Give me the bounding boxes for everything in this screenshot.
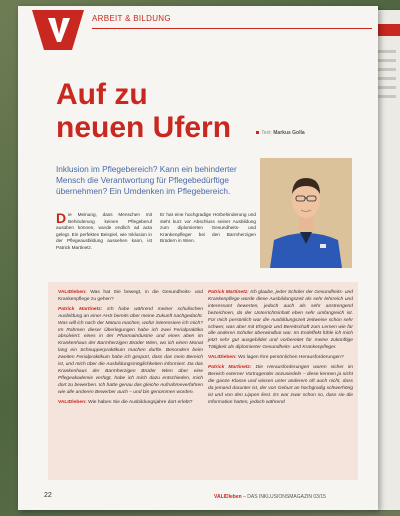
- interview-question: Was hat Sie bewegt, in die Gesundheits- und Krankenpflege zu gehen?: [58, 290, 203, 302]
- interview-answer: Die Herausforderungen waren sicher im Bereich externer Vortragender anzusiedeln – diese kennen ja nicht die ganze Klasse und wissen unter anderem oft auch nicht, dass da jemand darunter ist, der von Geburt an hochgradig schwerhörig ist und von den Lippen liest. Es war zwar schon so, dass sie die Information hatten, jedoch während: [208, 365, 353, 405]
- footer-magazine-title: [214, 494, 326, 500]
- magazine-page: [18, 6, 378, 510]
- byline-author: Markus Golla: [273, 130, 305, 136]
- portrait-photo: [260, 158, 352, 268]
- interview-paragraph: [208, 290, 353, 352]
- interview-column-2: [208, 290, 353, 410]
- byline: [256, 130, 305, 136]
- interviewee-label: Patrick Martinetz:: [58, 306, 103, 312]
- interview-column-1: [58, 290, 203, 410]
- interview-paragraph: [208, 355, 353, 362]
- interview-paragraph: [208, 365, 353, 406]
- drop-cap: D: [56, 210, 67, 226]
- interviewer-label: VALIDleben:: [208, 355, 237, 361]
- section-divider: [92, 28, 372, 29]
- interview-paragraph: [58, 400, 203, 407]
- interviewer-label: VALIDleben:: [58, 290, 87, 295]
- headline-line-2: neuen Ufern: [56, 111, 232, 144]
- interviewee-label: Patrick Martinetz:: [208, 290, 249, 295]
- interview-paragraph: [58, 290, 203, 304]
- intro-column-1: [56, 212, 152, 252]
- article-headline: [56, 78, 276, 144]
- byline-prefix: Text:: [261, 130, 272, 136]
- footer-suffix: – DAS INKLUSIONSMAGAZIN 03/15: [241, 494, 326, 500]
- interview-question: Wo lagen Ihre persönlichen Herausforderungen?: [238, 355, 344, 361]
- interviewee-label: Patrick Martinetz:: [208, 365, 252, 371]
- section-label: ARBEIT & BILDUNG: [92, 14, 171, 23]
- interview-question: Wie haben Sie die Ausbildungsjahre dort erlebt?: [88, 399, 193, 405]
- page-number: 22: [44, 492, 52, 499]
- intro-column-1-text: ie Meinung, dass Menschen mit Behinderung keinen Pflegeberuf ausüben können, wurde endlich ad acta gelegt. Ein perfektes Beispiel, wie Inklusion in der Pflegeausbildung aussehen kann, ist Patrick Martinetz.: [56, 212, 152, 250]
- interview-answer: Ich glaube, jeder Schüler der Gesundheits- und Krankenpflege würde diese Ausbildungszeit als sehr lehrreich und interessant bewerten, jedoch auch als sehr anstrengend bezeichnen, da der Unterrichtsinhalt eben sehr umfangreich ist. Für mich persönlich war die Ausbildungszeit zeitweise schon sehr schwer, was aber mit Ehrgeiz und Bereitschaft zum Lernen wie für alle anderen Schüler überwindbar war. Im Endeffekt fühle ich mich jetzt sehr gut ausgebildet und vorbereitet für meine zukünftige Tätigkeit als diplomierter Gesundheits- und Krankenpfleger.: [208, 290, 353, 351]
- interview-answer: Ich habe während meiner schulischen Ausbildung an einer AHS bereits über meine Zukunft nachgedacht. Was will ich nach der Matura machen, wofür interessiere ich mich? Im Rahmen dieser Überlegungen habe ich zwei Ferialpraktika absolviert: eines in der Pharmaindustrie und eines aben im Krankenhaus der Barmherzigen Brüder Wien, wo ich einen Monat lang ein Schnupperpraktikum machen durfte. Besonders beim zweiten Ferialpraktikum habe ich gespürt, dass das mein Bereich ist, und mich über die Ausbildungsmöglichkeiten informiert. Da das Krankenhaus der Barmherzigen Brüder Wien über eine Pflegeakademie verfügt, habe ich mich dazu entschieden, mich dort zu bewerben. Ich hatte genau das gleiche Aufnahmeverfahren wie alle anderen Bewerber auch – und bin genommen worden.: [58, 306, 203, 395]
- interview-paragraph: [58, 307, 203, 397]
- intro-column-2: Er hat eine hochgradige Hörbehinderung und steht kurz vor Abschluss seiner Ausbildung zum diplomierten Gesundheits- und Krankenpfleger bei den Barmherzigen Brüdern in Wien.: [160, 212, 256, 244]
- interview-box: [48, 282, 358, 480]
- adjacent-page-ribbon: [376, 24, 400, 36]
- footer-brand: VALIDleben: [214, 494, 242, 500]
- lead-paragraph: Inklusion im Pflegebereich? Kann ein behinderter Mensch die Verantwortung für Pflegebedürftige übernehmen? Ein Umdenken im Pflegebereich.: [56, 164, 237, 196]
- valid-v-logo: [32, 10, 84, 50]
- interviewer-label: VALIDleben:: [58, 399, 87, 405]
- headline-line-1: Auf zu: [56, 78, 148, 111]
